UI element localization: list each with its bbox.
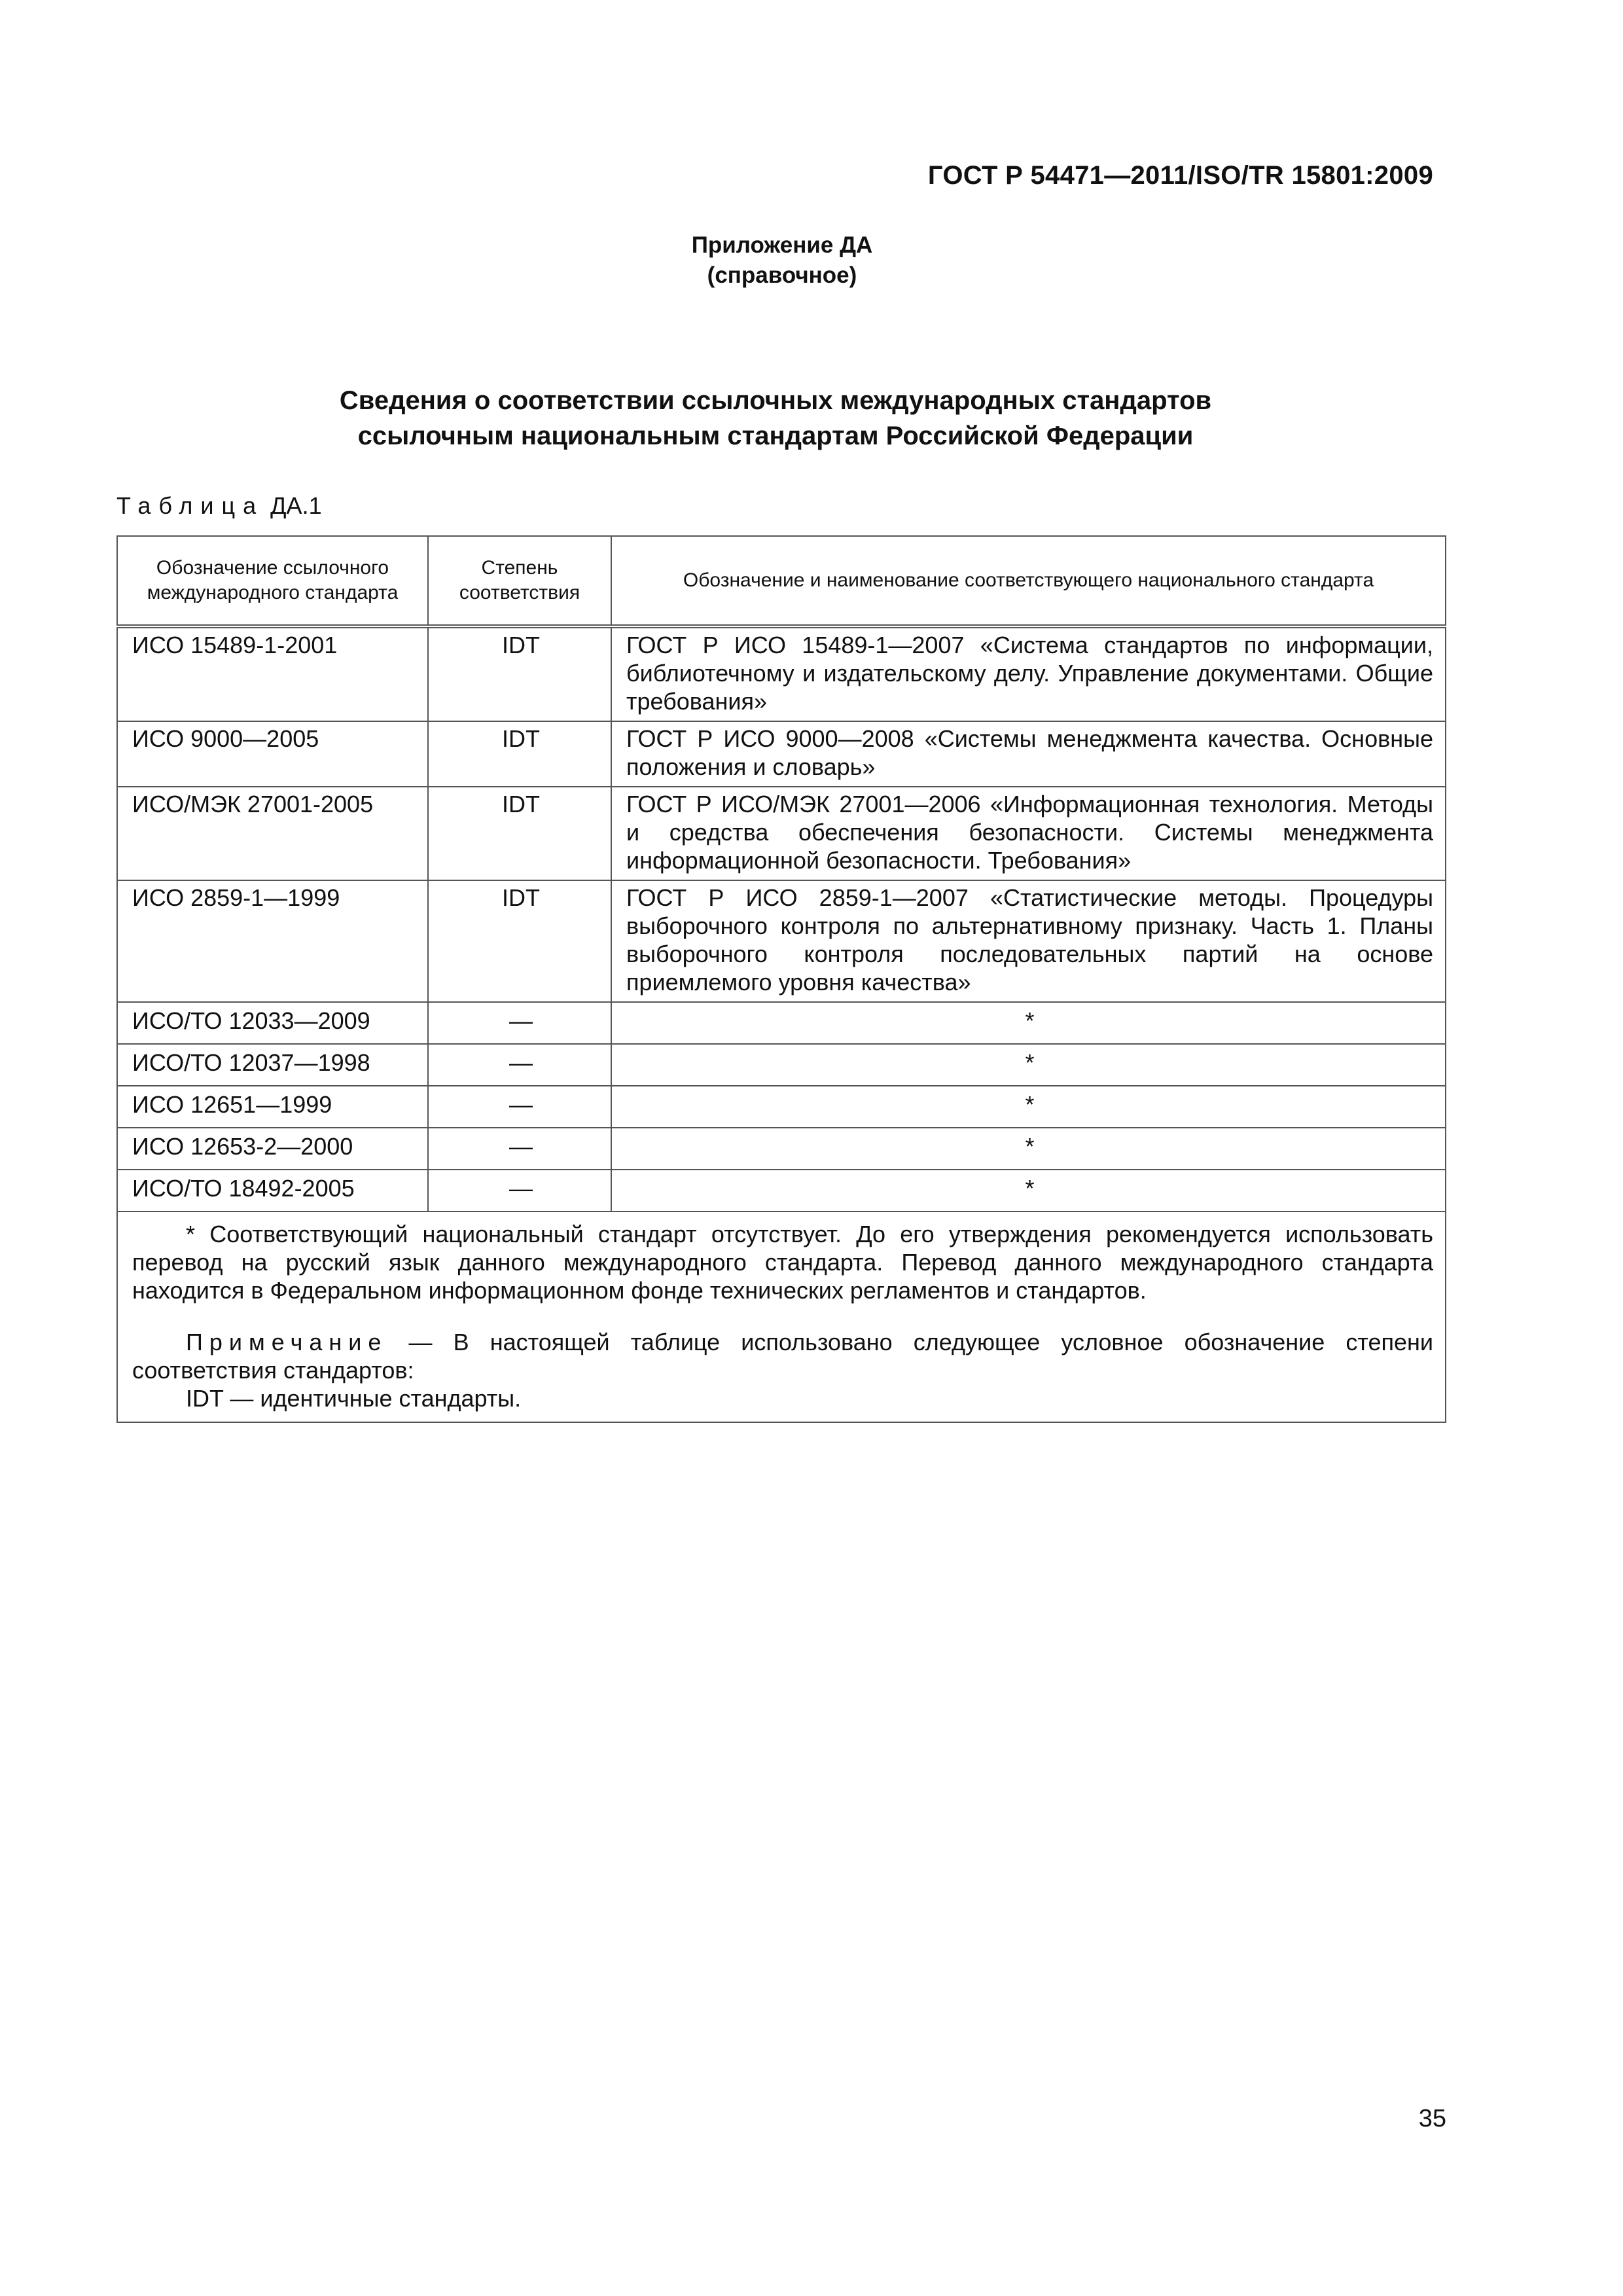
national-standard-cell: ГОСТ Р ИСО 2859-1—2007 «Статистические методы. Процедуры выборочного контроля по альтернативному признаку. Часть 1. Планы выборочного контроля последовательных партий на основе приемлемого уровня качества» [611, 880, 1446, 1002]
intl-standard-cell: ИСО 2859-1—1999 [117, 880, 428, 1002]
document-code-header: ГОСТ Р 54471—2011/ISO/TR 15801:2009 [927, 161, 1433, 190]
degree-cell: — [428, 1128, 611, 1170]
intl-standard-cell: ИСО 12651—1999 [117, 1086, 428, 1128]
degree-cell: — [428, 1044, 611, 1086]
note-text: — В настоящей таблице использовано следующее условное обозначение степени соответствия стандартов: [132, 1329, 1433, 1384]
table-row [117, 1170, 1446, 1211]
national-standard-cell: * [611, 1002, 1446, 1044]
header-intl-standard: Обозначение ссылочного международного стандарта [117, 536, 428, 626]
intl-standard-cell: ИСО/ТО 12033—2009 [117, 1002, 428, 1044]
intl-standard-cell: ИСО 12653-2—2000 [117, 1128, 428, 1170]
table-caption [116, 492, 322, 520]
degree-cell: IDT [428, 880, 611, 1002]
national-standard-cell: ГОСТ Р ИСО 9000—2008 «Системы менеджмента качества. Основные положения и словарь» [611, 721, 1446, 787]
table-footnote-cell [117, 1211, 1446, 1422]
national-standard-cell: * [611, 1170, 1446, 1211]
table-row [117, 787, 1446, 880]
table-header-row [117, 536, 1446, 626]
intl-standard-cell: ИСО/ТО 12037—1998 [117, 1044, 428, 1086]
header-degree: Степень соответствия [428, 536, 611, 626]
intl-standard-cell: ИСО/МЭК 27001-2005 [117, 787, 428, 880]
degree-cell: — [428, 1086, 611, 1128]
table-row [117, 1002, 1446, 1044]
appendix-title: Приложение ДА [691, 232, 873, 258]
national-standard-cell: ГОСТ Р ИСО 15489-1—2007 «Система стандартов по информации, библиотечному и издательскому делу. Управление документами. Общие требования» [611, 626, 1446, 721]
intl-standard-cell: ИСО/ТО 18492-2005 [117, 1170, 428, 1211]
section-title-line-2: ссылочным национальным стандартам Российской Федерации [357, 422, 1194, 450]
note-idt-definition: IDT — идентичные стандарты. [186, 1385, 522, 1412]
table-row [117, 721, 1446, 787]
table-footnote-row [117, 1211, 1446, 1422]
table-row [117, 880, 1446, 1002]
table-row [117, 626, 1446, 721]
degree-cell: — [428, 1002, 611, 1044]
national-standard-cell: * [611, 1128, 1446, 1170]
degree-cell: IDT [428, 787, 611, 880]
section-title [0, 383, 1551, 454]
national-standard-cell: ГОСТ Р ИСО/МЭК 27001—2006 «Информационная технология. Методы и средства обеспечения безопасности. Системы менеджмента информационной безопасности. Требования» [611, 787, 1446, 880]
table-caption-number: ДА.1 [270, 492, 322, 519]
degree-cell: IDT [428, 721, 611, 787]
appendix-heading [0, 230, 1564, 291]
national-standard-cell: * [611, 1086, 1446, 1128]
header-national-standard: Обозначение и наименование соответствующего национального стандарта [611, 536, 1446, 626]
footnote-text: * Соответствующий национальный стандарт отсутствует. До его утверждения рекомендуется использовать перевод на русский язык данного международного стандарта. Перевод данного международного стандарта находится в Федеральном информационном фонде технических регламентов и стандартов. [132, 1221, 1433, 1304]
national-standard-cell: * [611, 1044, 1446, 1086]
note-label: Примечание [186, 1329, 388, 1355]
degree-cell: — [428, 1170, 611, 1211]
table-row [117, 1128, 1446, 1170]
appendix-subtitle: (справочное) [707, 262, 857, 288]
section-title-line-1: Сведения о соответствии ссылочных международных стандартов [339, 386, 1212, 415]
table-caption-word: Таблица [116, 492, 264, 519]
degree-cell: IDT [428, 626, 611, 721]
page-number: 35 [1418, 2105, 1446, 2132]
table-row [117, 1044, 1446, 1086]
intl-standard-cell: ИСО 9000—2005 [117, 721, 428, 787]
table-row [117, 1086, 1446, 1128]
standards-correspondence-table [116, 535, 1446, 1423]
table-note [132, 1328, 1433, 1384]
intl-standard-cell: ИСО 15489-1-2001 [117, 626, 428, 721]
